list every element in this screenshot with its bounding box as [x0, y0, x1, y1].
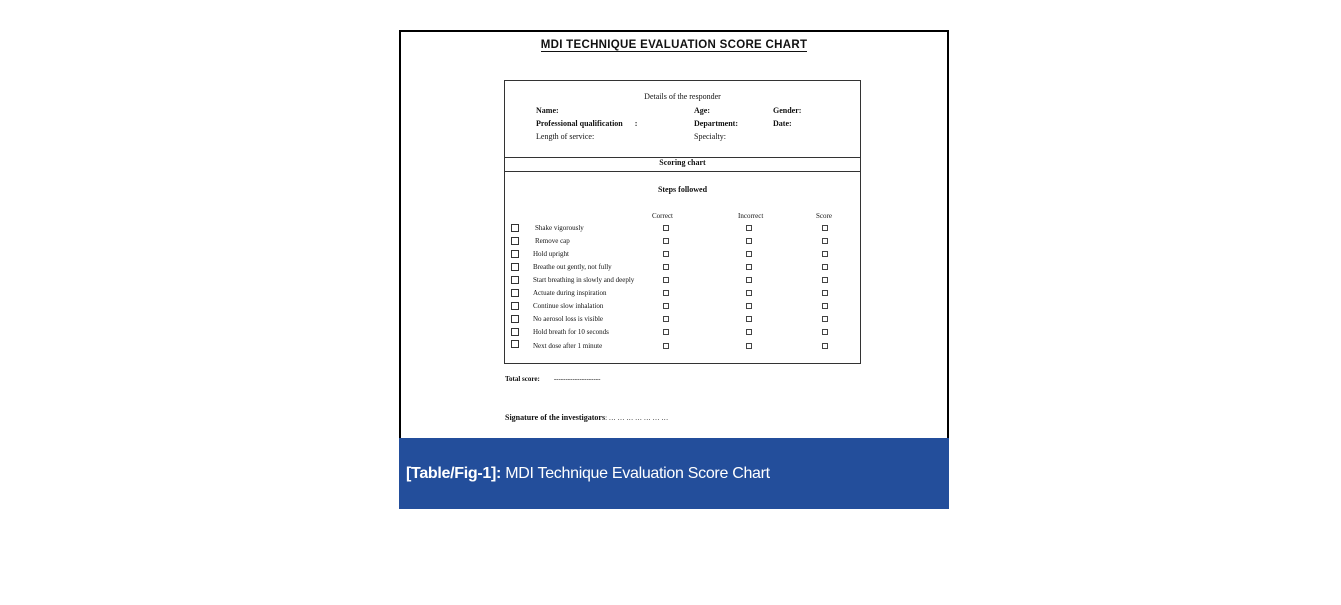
incorrect-box[interactable]: [746, 343, 752, 349]
scoring-heading: Scoring chart: [659, 158, 706, 167]
signature-dots: : … … … … … … …: [605, 414, 669, 422]
divider: [505, 171, 860, 172]
step-checkbox[interactable]: [511, 237, 519, 245]
score-box[interactable]: [822, 251, 828, 257]
step-checkbox[interactable]: [511, 250, 519, 258]
name-label: Name:: [536, 106, 559, 115]
qualification-label: Professional qualification :: [536, 119, 638, 128]
step-row: [505, 315, 860, 328]
step-label: Start breathing in slowly and deeply: [533, 276, 635, 284]
document-image: [399, 30, 949, 440]
gender-label: Gender:: [773, 106, 802, 115]
step-label: Remove cap: [535, 237, 570, 245]
correct-box[interactable]: [663, 238, 669, 244]
caption-title: MDI Technique Evaluation Score Chart: [505, 465, 770, 482]
correct-box[interactable]: [663, 329, 669, 335]
step-checkbox[interactable]: [511, 224, 519, 232]
incorrect-box[interactable]: [746, 303, 752, 309]
score-box[interactable]: [822, 264, 828, 270]
step-row: [505, 263, 860, 276]
column-header-correct: Correct: [652, 212, 673, 220]
caption-label: [Table/Fig-1]:: [406, 465, 502, 482]
details-heading: Details of the responder: [644, 92, 721, 101]
step-row: [505, 250, 860, 263]
figure: [399, 30, 949, 509]
step-label: Shake vigorously: [535, 224, 584, 232]
age-label: Age:: [694, 106, 710, 115]
correct-box[interactable]: [663, 343, 669, 349]
steps-heading: Steps followed: [657, 185, 708, 194]
total-score: [505, 375, 600, 383]
step-label: Breathe out gently, not fully: [533, 263, 612, 271]
step-label: Hold breath for 10 seconds: [533, 328, 609, 336]
service-label: Length of service:: [536, 132, 595, 141]
date-label: Date:: [773, 119, 792, 128]
caption-text: [406, 465, 770, 483]
step-row: [505, 289, 860, 302]
correct-box[interactable]: [663, 303, 669, 309]
column-header-score: Score: [816, 212, 832, 220]
correct-box[interactable]: [663, 290, 669, 296]
signature: [505, 413, 668, 422]
incorrect-box[interactable]: [746, 251, 752, 257]
score-box[interactable]: [822, 290, 828, 296]
score-box[interactable]: [822, 225, 828, 231]
specialty-label: Specialty:: [694, 132, 726, 141]
incorrect-box[interactable]: [746, 316, 752, 322]
step-label: No aerosol loss is visible: [533, 315, 603, 323]
signature-label: Signature of the investigators: [505, 413, 606, 422]
step-checkbox[interactable]: [511, 302, 519, 310]
step-checkbox[interactable]: [511, 315, 519, 323]
figure-caption: [399, 438, 949, 509]
step-checkbox[interactable]: [511, 328, 519, 336]
step-label: Continue slow inhalation: [533, 302, 604, 310]
incorrect-box[interactable]: [746, 290, 752, 296]
step-row: [505, 237, 860, 250]
step-checkbox[interactable]: [511, 276, 519, 284]
incorrect-box[interactable]: [746, 329, 752, 335]
step-row: [505, 302, 860, 315]
score-box[interactable]: [822, 238, 828, 244]
column-header-incorrect: Incorrect: [738, 212, 764, 220]
step-checkbox[interactable]: [511, 263, 519, 271]
evaluation-form: [504, 80, 861, 364]
department-label: Department:: [694, 119, 738, 128]
correct-box[interactable]: [663, 277, 669, 283]
step-row: [505, 340, 860, 353]
score-box[interactable]: [822, 329, 828, 335]
incorrect-box[interactable]: [746, 225, 752, 231]
score-box[interactable]: [822, 343, 828, 349]
score-box[interactable]: [822, 316, 828, 322]
step-row: [505, 224, 860, 237]
step-label: Next dose after 1 minute: [533, 342, 603, 350]
total-score-line: --------------------: [553, 375, 601, 383]
correct-box[interactable]: [663, 316, 669, 322]
step-label: Hold upright: [533, 250, 569, 258]
correct-box[interactable]: [663, 225, 669, 231]
total-score-label: Total score:: [505, 375, 540, 383]
correct-box[interactable]: [663, 251, 669, 257]
step-checkbox[interactable]: [511, 289, 519, 297]
incorrect-box[interactable]: [746, 238, 752, 244]
incorrect-box[interactable]: [746, 264, 752, 270]
step-row: [505, 276, 860, 289]
incorrect-box[interactable]: [746, 277, 752, 283]
step-checkbox[interactable]: [511, 340, 519, 348]
step-label: Actuate during inspiration: [533, 289, 607, 297]
document-title: MDI TECHNIQUE EVALUATION SCORE CHART: [540, 39, 808, 51]
correct-box[interactable]: [663, 264, 669, 270]
score-box[interactable]: [822, 303, 828, 309]
score-box[interactable]: [822, 277, 828, 283]
